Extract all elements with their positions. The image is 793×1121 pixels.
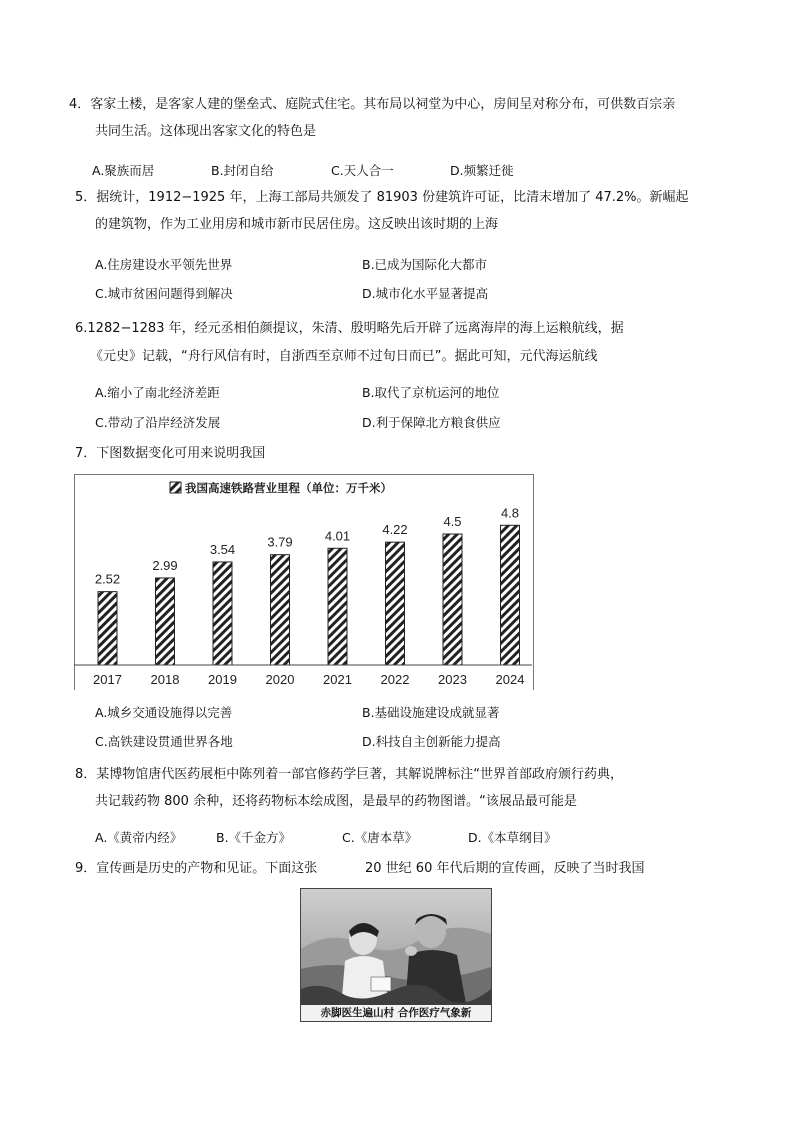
question-7-line-1: 7．下图数据变化可用来说明我国 xyxy=(75,446,266,461)
x-tick-label-2022: 2022 xyxy=(380,672,410,687)
x-tick-label-2020: 2020 xyxy=(265,672,295,687)
bar-2018 xyxy=(156,578,175,665)
bar-2017 xyxy=(98,592,117,665)
value-label-2018: 2.99 xyxy=(152,557,178,573)
chart-title: 我国高速铁路营业里程（单位：万千米） xyxy=(185,481,392,495)
q4-option-b: B.封闭自给 xyxy=(211,163,274,178)
x-tick-label-2021: 2021 xyxy=(323,672,352,687)
q6-option-d: D.利于保障北方粮食供应 xyxy=(362,415,501,430)
question-9-line-1a: 9．宣传画是历史的产物和见证。下面这张 xyxy=(75,861,318,876)
q5-option-c: C.城市贫困问题得到解决 xyxy=(95,286,233,301)
q8-option-d: D.《本草纲目》 xyxy=(468,830,557,845)
legend-hatch-icon xyxy=(170,482,181,493)
x-tick-label-2023: 2023 xyxy=(438,672,467,687)
bar-2022 xyxy=(386,542,405,665)
bar-2023 xyxy=(443,534,462,665)
question-4-line-2: 共同生活。这体现出客家文化的特色是 xyxy=(95,124,317,139)
q4-option-d: D.频繁迁徙 xyxy=(450,163,514,178)
question-8-line-1: 8．某博物馆唐代医药展柜中陈列着一部官修药学巨著，其解说牌标注“世界首部政府颁行药典， xyxy=(75,767,624,782)
question-6-line-1: 6.1282−1283 年，经元丞相伯颜提议，朱清、殷明略先后开辟了远离海岸的海上运粮航线，据 xyxy=(75,321,624,336)
question-6-line-2: 《元史》记载，“舟行风信有时，自浙西至京师不过旬日而已”。据此可知，元代海运航线 xyxy=(90,349,598,364)
question-8-line-2: 共记载药物 800 余种，还将药物标本绘成图，是最早的药物图谱。“该展品最可能是 xyxy=(95,794,577,809)
q7-option-b: B.基础设施建设成就显著 xyxy=(362,705,500,720)
q5-option-b: B.已成为国际化大都市 xyxy=(362,257,488,272)
question-9-line-1b: 20 世纪 60 年代后期的宣传画，反映了当时我国 xyxy=(365,861,645,876)
q4-option-c: C.天人合一 xyxy=(331,163,394,178)
poster-illustration xyxy=(301,889,491,1021)
q8-option-c: C.《唐本草》 xyxy=(342,830,418,845)
q8-option-a: A.《黄帝内经》 xyxy=(95,830,183,845)
q7-option-c: C.高铁建设贯通世界各地 xyxy=(95,734,233,749)
x-tick-label-2024: 2024 xyxy=(495,672,525,687)
q5-option-a: A.住房建设水平领先世界 xyxy=(95,257,233,272)
question-4-line-1: 4．客家土楼，是客家人建的堡垒式、庭院式住宅。其布局以祠堂为中心，房间呈对称分布，可供数百宗亲 xyxy=(69,97,676,112)
value-label-2022: 4.22 xyxy=(382,522,408,538)
value-label-2023: 4.5 xyxy=(443,514,462,530)
bar-2020 xyxy=(271,555,290,665)
x-tick-label-2018: 2018 xyxy=(150,672,180,687)
question-5-line-2: 的建筑物，作为工业用房和城市新市民居住房。这反映出该时期的上海 xyxy=(95,217,499,232)
q6-option-c: C.带动了沿岸经济发展 xyxy=(95,415,221,430)
value-label-2024: 4.8 xyxy=(500,505,520,521)
x-tick-label-2017: 2017 xyxy=(93,672,122,687)
q8-option-b: B.《千金方》 xyxy=(216,830,292,845)
value-label-2017: 2.52 xyxy=(94,571,121,587)
q4-option-a: A.聚族而居 xyxy=(92,163,155,178)
x-tick-label-2019: 2019 xyxy=(208,672,237,687)
bar-2021 xyxy=(328,548,347,665)
bar-2019 xyxy=(213,562,232,665)
q7-option-a: A.城乡交通设施得以完善 xyxy=(95,705,233,720)
railway-mileage-chart xyxy=(74,474,534,692)
value-label-2019: 3.54 xyxy=(209,541,236,557)
value-label-2020: 3.79 xyxy=(267,534,293,550)
q6-option-b: B.取代了京杭运河的地位 xyxy=(362,385,500,400)
value-label-2021: 4.01 xyxy=(324,528,351,544)
q5-option-d: D.城市化水平显著提高 xyxy=(362,286,489,301)
q7-option-d: D.科技自主创新能力提高 xyxy=(362,734,501,749)
q6-option-a: A.缩小了南北经济差距 xyxy=(95,385,220,400)
propaganda-poster xyxy=(300,888,492,1022)
question-5-line-1: 5．据统计，1912−1925 年，上海工部局共颁发了 81903 份建筑许可证，比清末增加了 47.2%。新崛起 xyxy=(75,190,689,205)
poster-caption: 赤脚医生遍山村 合作医疗气象新 xyxy=(301,1005,491,1021)
bar-2024 xyxy=(501,525,520,665)
